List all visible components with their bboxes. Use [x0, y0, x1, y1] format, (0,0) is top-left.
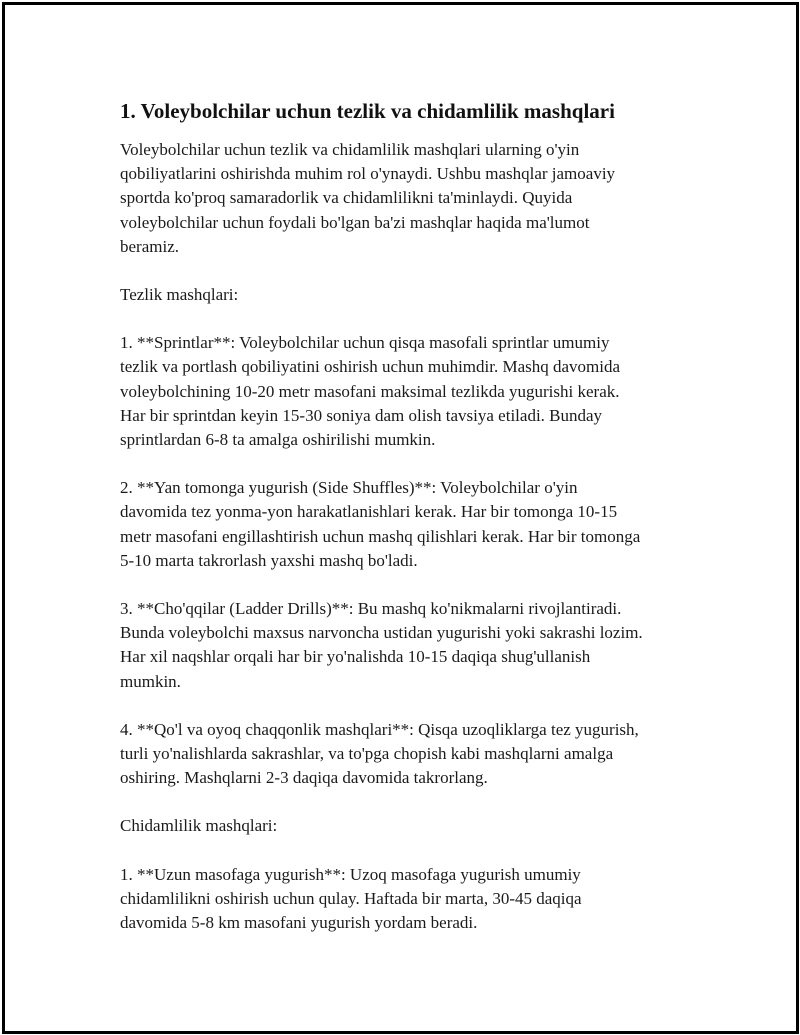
speed-exercise-agility: 4. **Qo'l va oyoq chaqqonlik mashqlari**: Qisqa uzoqliklarga tez yugurish, turli yo'nalishlarda sakrashlar, va to'pga chopish kabi mashqlarni amalga oshiring. Mashqlarni 2-3 daqiqa davomida takrorlang.: [120, 719, 639, 788]
speed-exercise-sprints: 1. **Sprintlar**: Voleybolchilar uchun qisqa masofali sprintlar umumiy tezlik va portlash qobiliyatini oshirish uchun muhimdir. Mashq davomida voleybolchining 10-20 metr masofani maksimal tezlikda yugurishi kerak. Har bir sprintdan keyin 15-30 soniya dam olish tavsiya etiladi. Bunday sprintlardan 6-8 ta amalga oshirilishi mumkin.: [120, 333, 621, 450]
endurance-exercise-long-run: 1. **Uzun masofaga yugurish**: Uzoq masofaga yugurish umumiy chidamlilikni oshirish uchun qulay. Haftada bir marta, 30-45 daqiqa davomida 5-8 km masofani yugurish yordam beradi.: [120, 864, 582, 933]
speed-section-heading: Tezlik mashqlari:: [120, 285, 239, 305]
speed-exercise-ladder-drills: 3. **Cho'qqilar (Ladder Drills)**: Bu mashq ko'nikmalarni rivojlantiradi. Bunda voleybolchi maxsus narvoncha ustidan yugurishi yoki sakrashi lozim. Har xil naqshlar orqali har bir yo'nalishda 10-15 daqiqa shug'ullanish mumkin.: [120, 599, 643, 691]
page-frame: [2, 2, 799, 1034]
document-title: 1. Voleybolchilar uchun tezlik va chidamlilik mashqlari: [120, 99, 615, 123]
document-body: [120, 97, 700, 959]
speed-exercise-side-shuffles: 2. **Yan tomonga yugurish (Side Shuffles)**: Voleybolchilar o'yin davomida tez yonma-yon harakatlanishlari kerak. Har bir tomonga 10-15 metr masofani engillashtirish uchun mashq qilishlari kerak. Har bir tomonga 5-10 marta takrorlash yaxshi mashq bo'ladi.: [120, 478, 641, 570]
intro-paragraph: Voleybolchilar uchun tezlik va chidamlilik mashqlari ularning o'yin qobiliyatlarini oshirishda muhim rol o'ynaydi. Ushbu mashqlar jamoaviy sportda ko'proq samaradorlik va chidamlilikni ta'minlaydi. Quyida voleybolchilar uchun foydali bo'lgan ba'zi mashqlar haqida ma'lumot beramiz.: [120, 140, 616, 256]
endurance-section-heading: Chidamlilik mashqlari:: [120, 816, 278, 836]
